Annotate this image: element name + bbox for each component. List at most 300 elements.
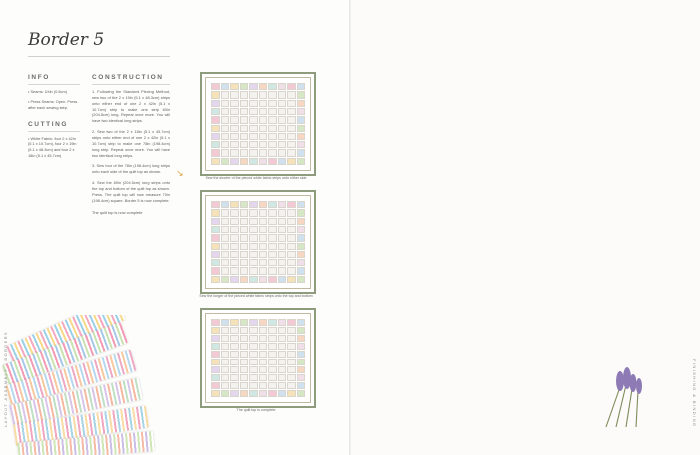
quilt-block <box>268 366 277 373</box>
quilt-block <box>221 319 230 326</box>
quilt-block <box>249 267 258 274</box>
quilt-block <box>287 251 296 258</box>
quilt-block <box>211 108 220 115</box>
quilt-block <box>297 125 306 132</box>
quilt-block <box>240 158 249 165</box>
quilt-block <box>240 201 249 208</box>
quilt-block <box>268 218 277 225</box>
quilt-block <box>297 243 306 250</box>
quilt-diagram-1 <box>200 72 316 176</box>
quilt-caption-1: Sew the shorter of the pieced white fabric strips onto either side <box>205 176 307 180</box>
quilt-block <box>240 327 249 334</box>
quilt-block <box>259 243 268 250</box>
quilt-block <box>259 382 268 389</box>
quilt-block <box>230 125 239 132</box>
quilt-block <box>240 83 249 90</box>
quilt-block <box>259 83 268 90</box>
info-item: • Press Seams: Open. Press after each sewing step. <box>28 98 78 110</box>
quilt-block <box>249 351 258 358</box>
quilt-block <box>268 243 277 250</box>
quilt-block <box>211 251 220 258</box>
quilt-block <box>278 276 287 283</box>
quilt-block <box>278 259 287 266</box>
quilt-block <box>230 335 239 342</box>
quilt-block <box>221 100 230 107</box>
quilt-block <box>230 83 239 90</box>
quilt-block <box>259 251 268 258</box>
quilt-block <box>230 327 239 334</box>
construction-step: 4. Sew the 80in (204.5cm) long strips onto the top and bottom of the quilt top as shown. Press. The quilt top will now measure 70in (198.4cm) square. Border 5 is now complete. <box>92 180 170 203</box>
cutting-heading: CUTTING <box>28 120 69 128</box>
quilt-inner-border <box>205 195 311 289</box>
quilt-block <box>287 243 296 250</box>
quilt-grid <box>211 201 305 283</box>
quilt-block <box>268 374 277 381</box>
quilt-block <box>268 158 277 165</box>
quilt-block <box>259 267 268 274</box>
quilt-block <box>249 276 258 283</box>
quilt-block <box>230 359 239 366</box>
quilt-block <box>297 141 306 148</box>
divider <box>28 131 80 132</box>
quilt-block <box>287 351 296 358</box>
quilt-block <box>249 141 258 148</box>
quilt-block <box>221 366 230 373</box>
quilt-block <box>268 83 277 90</box>
fabric-strips-photo <box>0 315 160 455</box>
quilt-block <box>268 226 277 233</box>
quilt-block <box>297 251 306 258</box>
quilt-block <box>287 319 296 326</box>
quilt-block <box>268 390 277 397</box>
quilt-block <box>268 382 277 389</box>
quilt-block <box>287 100 296 107</box>
quilt-block <box>268 108 277 115</box>
quilt-block <box>297 267 306 274</box>
quilt-block <box>240 133 249 140</box>
quilt-block <box>278 335 287 342</box>
quilt-block <box>278 218 287 225</box>
quilt-block <box>249 259 258 266</box>
quilt-block <box>287 343 296 350</box>
quilt-inner-border <box>205 77 311 171</box>
quilt-block <box>249 390 258 397</box>
quilt-block <box>211 201 220 208</box>
quilt-block <box>249 108 258 115</box>
lavender-photo <box>586 359 666 429</box>
quilt-block <box>221 91 230 98</box>
quilt-block <box>268 209 277 216</box>
quilt-block <box>211 335 220 342</box>
quilt-block <box>287 83 296 90</box>
title-rule <box>28 56 170 57</box>
quilt-block <box>249 91 258 98</box>
quilt-block <box>268 149 277 156</box>
quilt-block <box>249 382 258 389</box>
quilt-block <box>249 359 258 366</box>
quilt-block <box>268 201 277 208</box>
quilt-block <box>268 141 277 148</box>
quilt-block <box>221 251 230 258</box>
quilt-block <box>278 319 287 326</box>
quilt-block <box>211 91 220 98</box>
quilt-block <box>211 116 220 123</box>
quilt-block <box>221 158 230 165</box>
quilt-block <box>287 382 296 389</box>
quilt-diagram-2 <box>200 190 316 294</box>
quilt-block <box>230 201 239 208</box>
quilt-block <box>259 141 268 148</box>
quilt-block <box>240 234 249 241</box>
quilt-block <box>230 374 239 381</box>
quilt-block <box>278 374 287 381</box>
quilt-block <box>221 125 230 132</box>
quilt-block <box>240 319 249 326</box>
quilt-block <box>240 108 249 115</box>
quilt-block <box>221 343 230 350</box>
book-gutter <box>349 0 351 455</box>
quilt-block <box>268 116 277 123</box>
quilt-block <box>221 116 230 123</box>
quilt-block <box>278 251 287 258</box>
quilt-block <box>230 382 239 389</box>
quilt-block <box>230 133 239 140</box>
quilt-block <box>240 141 249 148</box>
quilt-block <box>268 343 277 350</box>
quilt-block <box>278 133 287 140</box>
quilt-block <box>240 243 249 250</box>
quilt-block <box>211 226 220 233</box>
quilt-block <box>249 83 258 90</box>
quilt-block <box>278 366 287 373</box>
quilt-block <box>287 133 296 140</box>
quilt-block <box>230 209 239 216</box>
quilt-block <box>221 359 230 366</box>
quilt-block <box>230 319 239 326</box>
quilt-block <box>278 390 287 397</box>
quilt-block <box>278 116 287 123</box>
quilt-block <box>240 335 249 342</box>
quilt-block <box>259 158 268 165</box>
quilt-block <box>249 343 258 350</box>
quilt-block <box>278 141 287 148</box>
quilt-block <box>240 267 249 274</box>
quilt-block <box>259 319 268 326</box>
quilt-block <box>268 91 277 98</box>
quilt-block <box>259 327 268 334</box>
quilt-block <box>240 100 249 107</box>
quilt-block <box>230 218 239 225</box>
quilt-block <box>297 100 306 107</box>
quilt-block <box>278 234 287 241</box>
quilt-block <box>221 201 230 208</box>
quilt-block <box>278 382 287 389</box>
quilt-block <box>287 267 296 274</box>
quilt-block <box>249 201 258 208</box>
quilt-block <box>297 133 306 140</box>
arrow-icon: ↘ <box>176 168 184 178</box>
quilt-block <box>278 267 287 274</box>
quilt-block <box>259 100 268 107</box>
quilt-block <box>249 335 258 342</box>
quilt-block <box>268 335 277 342</box>
quilt-block <box>297 218 306 225</box>
quilt-block <box>268 359 277 366</box>
quilt-block <box>221 259 230 266</box>
quilt-block <box>297 83 306 90</box>
quilt-block <box>249 319 258 326</box>
quilt-block <box>268 319 277 326</box>
quilt-block <box>287 116 296 123</box>
quilt-block <box>211 259 220 266</box>
quilt-block <box>211 366 220 373</box>
construction-step: 3. Sew four of the 78in (198.4cm) long strips onto each side of the quilt top as shown. <box>92 163 170 175</box>
quilt-block <box>240 149 249 156</box>
quilt-block <box>249 243 258 250</box>
quilt-block <box>278 125 287 132</box>
quilt-block <box>259 226 268 233</box>
quilt-block <box>249 234 258 241</box>
quilt-block <box>249 251 258 258</box>
quilt-block <box>230 108 239 115</box>
quilt-block <box>287 209 296 216</box>
info-column <box>28 74 80 163</box>
quilt-caption-2: Sew the longer of the pieced white fabric strips onto the top and bottom <box>199 294 313 298</box>
quilt-block <box>211 374 220 381</box>
quilt-block <box>287 234 296 241</box>
quilt-block <box>278 201 287 208</box>
quilt-block <box>211 319 220 326</box>
quilt-block <box>297 276 306 283</box>
quilt-block <box>249 133 258 140</box>
quilt-block <box>297 201 306 208</box>
quilt-block <box>249 218 258 225</box>
quilt-block <box>211 100 220 107</box>
quilt-block <box>268 351 277 358</box>
quilt-block <box>287 390 296 397</box>
quilt-diagram-3 <box>200 308 316 408</box>
quilt-block <box>287 91 296 98</box>
quilt-block <box>259 91 268 98</box>
quilt-block <box>259 149 268 156</box>
quilt-block <box>287 218 296 225</box>
quilt-block <box>211 276 220 283</box>
quilt-block <box>240 351 249 358</box>
quilt-block <box>211 149 220 156</box>
quilt-block <box>297 382 306 389</box>
quilt-block <box>240 209 249 216</box>
quilt-block <box>230 149 239 156</box>
quilt-block <box>297 158 306 165</box>
quilt-caption-3: The quilt top is complete <box>236 408 276 412</box>
quilt-block <box>297 351 306 358</box>
quilt-block <box>211 327 220 334</box>
quilt-block <box>221 108 230 115</box>
quilt-block <box>249 149 258 156</box>
quilt-block <box>230 116 239 123</box>
quilt-block <box>268 251 277 258</box>
quilt-block <box>240 116 249 123</box>
quilt-block <box>297 91 306 98</box>
quilt-block <box>221 382 230 389</box>
quilt-block <box>240 366 249 373</box>
quilt-block <box>221 243 230 250</box>
quilt-block <box>240 218 249 225</box>
quilt-block <box>211 267 220 274</box>
quilt-block <box>278 327 287 334</box>
quilt-block <box>297 335 306 342</box>
quilt-block <box>259 366 268 373</box>
quilt-block <box>230 390 239 397</box>
quilt-block <box>240 125 249 132</box>
cutting-item: • White Fabric: four 2 x 42in (5.1 x 10.7cm), four 2 x 19in (5.1 x 48.3cm) and four 2 x 18in (5.1 x 45.7cm) <box>28 135 77 159</box>
quilt-block <box>278 226 287 233</box>
quilt-block <box>278 100 287 107</box>
quilt-block <box>297 327 306 334</box>
quilt-block <box>230 234 239 241</box>
quilt-block <box>278 351 287 358</box>
quilt-block <box>211 243 220 250</box>
quilt-block <box>221 218 230 225</box>
quilt-block <box>287 374 296 381</box>
quilt-block <box>249 125 258 132</box>
quilt-inner-border <box>205 313 311 403</box>
quilt-block <box>249 209 258 216</box>
quilt-block <box>287 158 296 165</box>
quilt-block <box>268 327 277 334</box>
quilt-grid <box>211 83 305 165</box>
quilt-block <box>287 226 296 233</box>
quilt-block <box>221 209 230 216</box>
quilt-block <box>297 343 306 350</box>
quilt-block <box>287 259 296 266</box>
quilt-block <box>221 390 230 397</box>
quilt-block <box>278 359 287 366</box>
quilt-block <box>297 374 306 381</box>
lavender-icon <box>586 359 666 429</box>
quilt-block <box>221 133 230 140</box>
quilt-block <box>211 209 220 216</box>
quilt-block <box>249 366 258 373</box>
quilt-block <box>230 343 239 350</box>
quilt-block <box>259 125 268 132</box>
quilt-block <box>268 133 277 140</box>
quilt-block <box>287 335 296 342</box>
quilt-block <box>230 158 239 165</box>
quilt-block <box>230 366 239 373</box>
quilt-block <box>211 141 220 148</box>
quilt-block <box>297 359 306 366</box>
quilt-block <box>278 108 287 115</box>
quilt-block <box>221 351 230 358</box>
info-item: • Seams: 1⁄4in (0.6cm) <box>28 89 67 94</box>
quilt-block <box>287 108 296 115</box>
quilt-block <box>230 251 239 258</box>
quilt-block <box>240 343 249 350</box>
quilt-block <box>211 133 220 140</box>
quilt-block <box>297 259 306 266</box>
quilt-block <box>278 343 287 350</box>
quilt-block <box>297 319 306 326</box>
quilt-block <box>287 359 296 366</box>
construction-column <box>92 74 170 220</box>
divider <box>92 84 170 85</box>
left-side-tab: LAYOUT ASSEMBLY / BORDERS <box>3 331 8 427</box>
quilt-block <box>211 158 220 165</box>
quilt-block <box>278 158 287 165</box>
quilt-block <box>249 116 258 123</box>
quilt-block <box>297 390 306 397</box>
quilt-block <box>297 116 306 123</box>
quilt-block <box>268 259 277 266</box>
quilt-block <box>230 259 239 266</box>
quilt-block <box>259 351 268 358</box>
construction-note: The quilt top is now complete <box>92 209 143 215</box>
quilt-block <box>297 108 306 115</box>
quilt-block <box>268 125 277 132</box>
right-page <box>350 0 700 455</box>
page-title-border: Border 5 <box>28 30 105 50</box>
quilt-block <box>211 359 220 366</box>
quilt-block <box>259 335 268 342</box>
quilt-block <box>221 327 230 334</box>
right-side-tab: FINISHING & BINDING <box>692 358 697 427</box>
quilt-block <box>249 226 258 233</box>
quilt-block <box>278 149 287 156</box>
quilt-block <box>221 374 230 381</box>
quilt-block <box>230 351 239 358</box>
quilt-block <box>211 390 220 397</box>
quilt-block <box>240 226 249 233</box>
quilt-block <box>287 149 296 156</box>
quilt-block <box>240 259 249 266</box>
quilt-block <box>221 149 230 156</box>
quilt-block <box>240 359 249 366</box>
construction-step: 1. Following the Standard Piecing Method, sew two of the 2 x 19in (5.1 x 48.3cm) strips onto either end of one 2 x 42in (5.1 x 10.7cm) strip to make one strip 60in (204.5cm) long. Repeat once more. You will have two identical long strips. <box>92 89 170 124</box>
quilt-block <box>297 149 306 156</box>
quilt-block <box>278 83 287 90</box>
quilt-block <box>278 91 287 98</box>
quilt-block <box>211 83 220 90</box>
quilt-block <box>259 201 268 208</box>
quilt-block <box>211 382 220 389</box>
quilt-block <box>240 91 249 98</box>
quilt-block <box>287 366 296 373</box>
quilt-block <box>230 91 239 98</box>
quilt-grid <box>211 319 305 397</box>
quilt-block <box>268 234 277 241</box>
quilt-block <box>259 133 268 140</box>
quilt-block <box>230 276 239 283</box>
quilt-block <box>211 234 220 241</box>
quilt-block <box>211 351 220 358</box>
quilt-block <box>249 374 258 381</box>
quilt-block <box>268 100 277 107</box>
quilt-block <box>259 276 268 283</box>
info-heading: INFO <box>28 74 50 81</box>
quilt-block <box>259 218 268 225</box>
quilt-block <box>249 327 258 334</box>
quilt-block <box>249 158 258 165</box>
quilt-block <box>230 100 239 107</box>
quilt-block <box>240 374 249 381</box>
quilt-block <box>249 100 258 107</box>
quilt-block <box>240 390 249 397</box>
quilt-block <box>221 276 230 283</box>
quilt-block <box>287 125 296 132</box>
quilt-block <box>230 267 239 274</box>
quilt-block <box>297 234 306 241</box>
